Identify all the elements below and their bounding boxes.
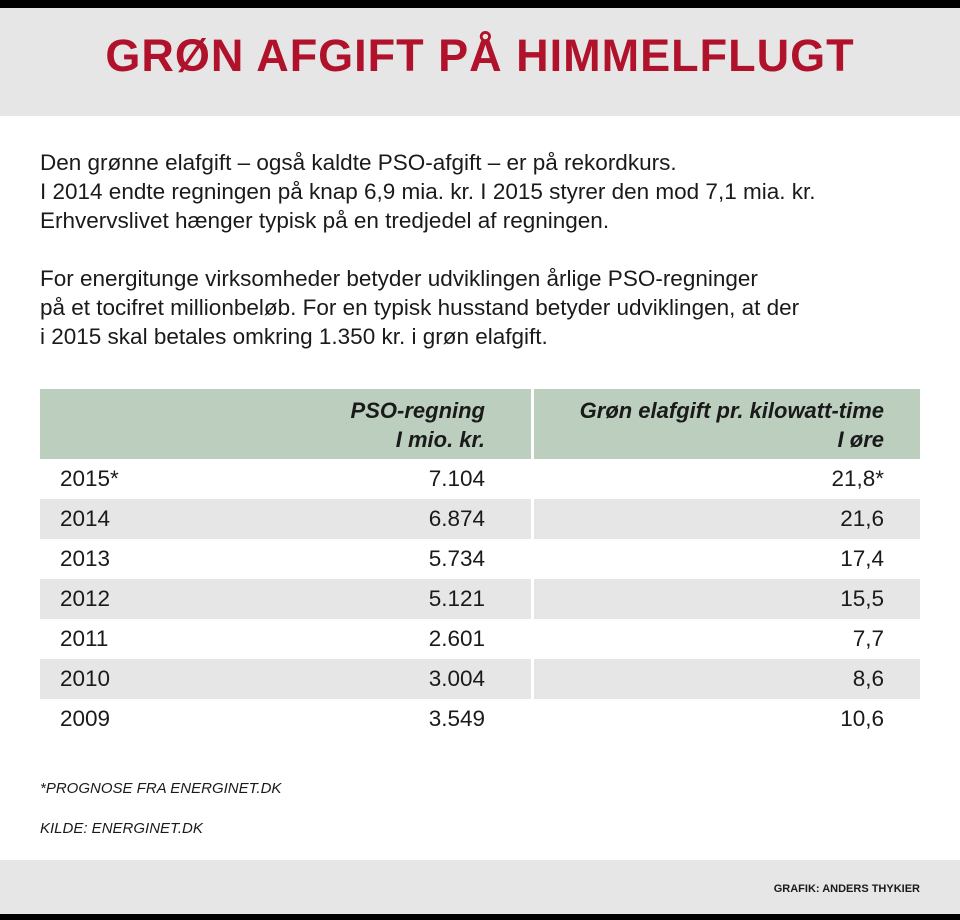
header-rate (534, 389, 920, 459)
cell-pso: 2.601 (290, 619, 534, 659)
footnote: *PROGNOSE FRA ENERGINET.DK (40, 780, 282, 797)
cell-pso: 5.734 (290, 539, 534, 579)
header-rate-title: Grøn elafgift pr. kilowatt-time (579, 398, 884, 423)
cell-year: 2013 (60, 546, 111, 571)
header-rate-unit: I øre (837, 427, 884, 452)
intro-line: Erhvervslivet hænger typisk på en tredjedel af regningen. (40, 208, 610, 233)
intro-paragraph-2 (40, 264, 940, 351)
cell-year: 2010 (40, 659, 290, 699)
cell-rate: 8,6 (534, 659, 920, 699)
intro-line: I 2014 endte regningen på knap 6,9 mia. kr. I 2015 styrer den mod 7,1 mia. kr. (40, 179, 816, 204)
intro-text (40, 148, 940, 351)
table-row (40, 659, 920, 699)
cell-pso: 6.874 (290, 499, 534, 539)
table-row (40, 579, 920, 619)
header-year (40, 389, 290, 459)
cell-rate: 10,6 (840, 706, 884, 731)
cell-pso: 7.104 (290, 459, 534, 499)
intro-line: For energitunge virksomheder betyder udviklingen årlige PSO-regninger (40, 266, 758, 291)
cell-year: 2015* (60, 466, 119, 491)
intro-line: Den grønne elafgift – også kaldte PSO-afgift – er på rekordkurs. (40, 150, 677, 175)
cell-rate: 21,8* (831, 466, 884, 491)
intro-line: på et tocifret millionbeløb. For en typisk husstand betyder udviklingen, at der (40, 295, 800, 320)
top-rule (0, 0, 960, 8)
table-row (40, 539, 920, 579)
table-header-row (40, 389, 920, 459)
cell-rate: 21,6 (534, 499, 920, 539)
table-row (40, 499, 920, 539)
cell-year: 2012 (40, 579, 290, 619)
header-pso (290, 389, 534, 459)
cell-rate: 17,4 (840, 546, 884, 571)
cell-rate: 7,7 (852, 626, 884, 651)
cell-pso: 3.549 (290, 699, 534, 739)
cell-year: 2009 (60, 706, 111, 731)
header-pso-title: PSO-regning (350, 398, 485, 423)
cell-pso: 3.004 (290, 659, 534, 699)
source-note: KILDE: ENERGINET.DK (40, 820, 203, 837)
intro-paragraph-1 (40, 148, 940, 235)
table-row (40, 699, 920, 739)
cell-rate: 15,5 (534, 579, 920, 619)
graphic-credit: GRAFIK: ANDERS THYKIER (773, 883, 920, 895)
cell-pso: 5.121 (290, 579, 534, 619)
table-row (40, 619, 920, 659)
cell-year: 2014 (40, 499, 290, 539)
table-row (40, 459, 920, 499)
intro-line: i 2015 skal betales omkring 1.350 kr. i grøn elafgift. (40, 324, 548, 349)
pso-data-table (40, 389, 920, 739)
header-pso-unit: I mio. kr. (395, 427, 485, 452)
page-title: GRØN AFGIFT PÅ HIMMELFLUGT (105, 30, 855, 81)
cell-year: 2011 (60, 626, 109, 651)
bottom-rule (0, 914, 960, 920)
